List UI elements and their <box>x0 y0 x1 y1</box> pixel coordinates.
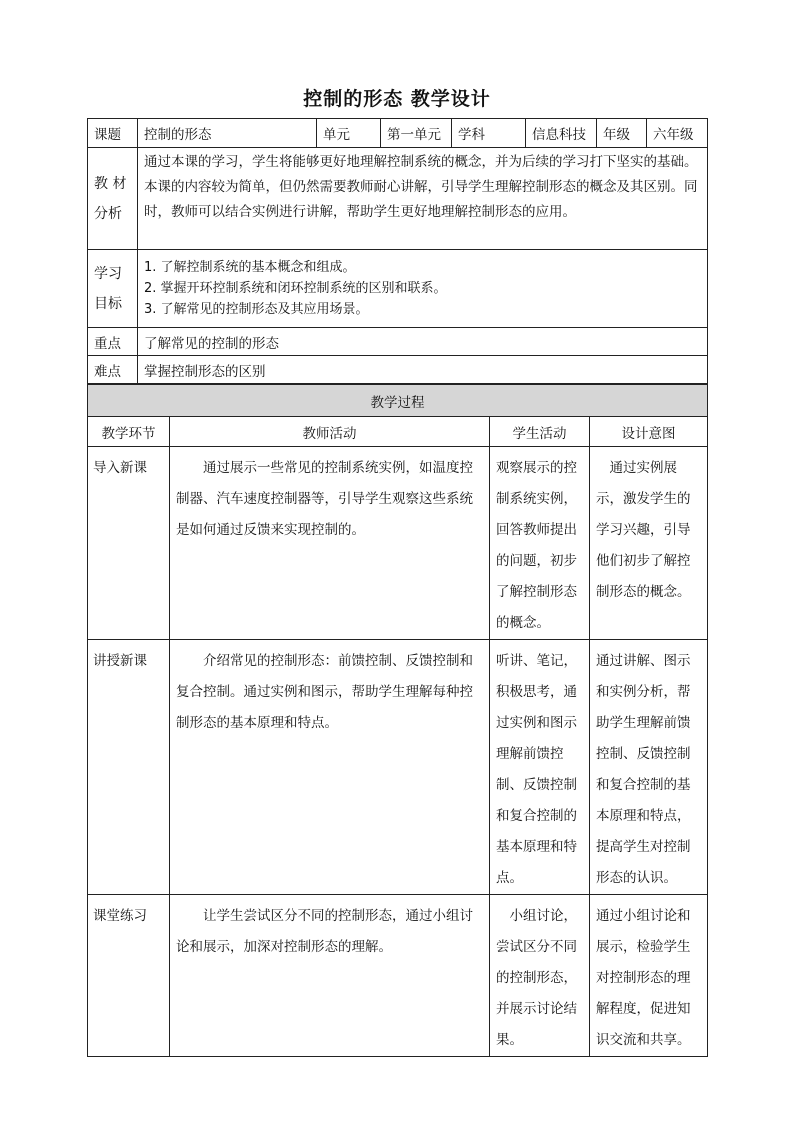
unit-label: 单元 <box>317 119 381 148</box>
design-intent-cell: 通过小组讨论和展示，检验学生对控制形态的理解程度，促进知识交流和共享。 <box>590 895 708 1057</box>
process-header: 教学过程 <box>88 385 708 417</box>
column-header: 设计意图 <box>590 417 708 447</box>
teacher-activity-cell: 介绍常见的控制形态：前馈控制、反馈控制和复合控制。通过实例和图示，帮助学生理解每种控制形态的基本原理和特点。 <box>170 640 490 895</box>
objectives-label <box>88 250 138 328</box>
objective-item: 2. 掌握开环控制系统和闭环控制系统的区别和联系。 <box>144 281 447 296</box>
objective-item: 1. 了解控制系统的基本概念和组成。 <box>144 260 356 275</box>
objectives-list-cell <box>138 250 708 328</box>
objectives-label-line2: 目标 <box>94 295 122 312</box>
design-intent-cell: 通过实例展示，激发学生的学习兴趣，引导他们初步了解控制形态的概念。 <box>590 447 708 640</box>
process-header-row <box>88 385 708 417</box>
info-row <box>88 119 708 148</box>
subject-label: 学科 <box>452 119 526 148</box>
objectives-list <box>144 257 701 320</box>
unit-value: 第一单元 <box>381 119 452 148</box>
column-header: 学生活动 <box>490 417 590 447</box>
analysis-label-line1: 教 材 <box>94 175 127 192</box>
column-header: 教师活动 <box>170 417 490 447</box>
process-columns-row <box>88 417 708 447</box>
objectives-label-line1: 学习 <box>94 265 122 282</box>
key-point-row <box>88 328 708 356</box>
objective-item: 3. 了解常见的控制形态及其应用场景。 <box>144 302 369 317</box>
teacher-activity-cell: 通过展示一些常见的控制系统实例，如温度控制器、汽车速度控制器等，引导学生观察这些系统是如何通过反馈来实现控制的。 <box>170 447 490 640</box>
table-row <box>88 895 708 1057</box>
stage-cell: 讲授新课 <box>88 640 170 895</box>
teacher-activity-cell: 让学生尝试区分不同的控制形态，通过小组讨论和展示，加深对控制形态的理解。 <box>170 895 490 1057</box>
difficulty-row <box>88 356 708 384</box>
analysis-row <box>88 148 708 250</box>
process-table <box>87 384 708 1057</box>
column-header: 教学环节 <box>88 417 170 447</box>
grade-label: 年级 <box>597 119 647 148</box>
topic-value: 控制的形态 <box>138 119 317 148</box>
stage-cell: 导入新课 <box>88 447 170 640</box>
table-row <box>88 640 708 895</box>
subject-value: 信息科技 <box>526 119 597 148</box>
difficulty-text: 掌握控制形态的区别 <box>138 356 708 384</box>
design-intent-cell: 通过讲解、图示和实例分析，帮助学生理解前馈控制、反馈控制和复合控制的基本原理和特点，提高学生对控制形态的认识。 <box>590 640 708 895</box>
document-title: 控制的形态 教学设计 <box>303 88 491 110</box>
key-point-label: 重点 <box>88 328 138 356</box>
student-activity-cell: 观察展示的控制系统实例，回答教师提出的问题，初步了解控制形态的概念。 <box>490 447 590 640</box>
analysis-label-line2: 分析 <box>94 205 122 222</box>
objectives-row <box>88 250 708 328</box>
student-activity-cell: 听讲、笔记，积极思考，通过实例和图示理解前馈控制、反馈控制和复合控制的基本原理和特点。 <box>490 640 590 895</box>
stage-cell: 课堂练习 <box>88 895 170 1057</box>
student-activity-cell: 小组讨论，尝试区分不同的控制形态，并展示讨论结果。 <box>490 895 590 1057</box>
difficulty-label: 难点 <box>88 356 138 384</box>
topic-label: 课题 <box>88 119 138 148</box>
grade-value: 六年级 <box>647 119 708 148</box>
table-row <box>88 447 708 640</box>
analysis-text: 通过本课的学习，学生将能够更好地理解控制系统的概念，并为后续的学习打下坚实的基础。本课的内容较为简单，但仍然需要教师耐心讲解，引导学生理解控制形态的概念及其区别。同时，教师可以结合实例进行讲解，帮助学生更好地理解控制形态的应用。 <box>138 148 708 250</box>
analysis-label <box>88 148 138 250</box>
course-info-table <box>87 118 708 384</box>
key-point-text: 了解常见的控制的形态 <box>138 328 708 356</box>
